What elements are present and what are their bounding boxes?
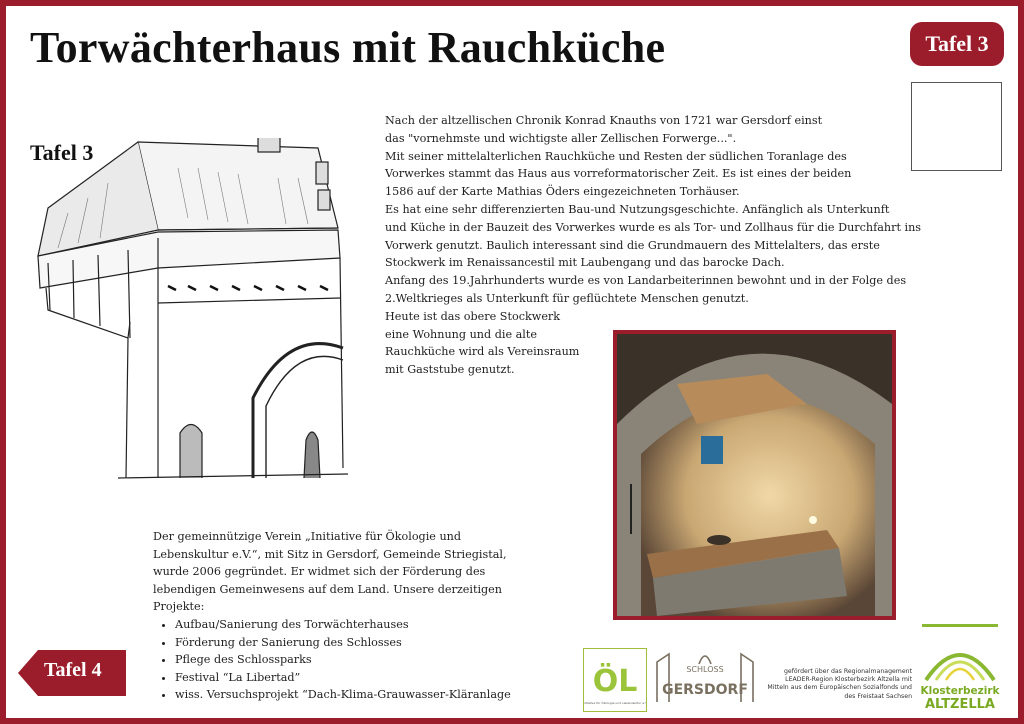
schloss-gersdorf-logo <box>651 642 759 710</box>
funding-line: Mitteln aus dem Europäischen Sozialfonds und <box>767 684 912 692</box>
list-item: • Pflege des Schlossparks <box>175 651 513 669</box>
list-item: • Festival “La Libertad” <box>175 669 513 687</box>
previous-tafel-badge[interactable] <box>18 650 126 696</box>
oel-logo-caption: Initiative für Ökologie und Lebenskultur e.V. <box>584 701 646 705</box>
altzella-logo <box>918 624 1002 710</box>
list-item: • wiss. Versuchsprojekt “Dach-Klima-Grauwasser-Kläranlage <box>175 686 513 704</box>
text-line: Heute ist das obere Stockwerk <box>385 309 561 323</box>
schloss-logo-name: GERSDORF <box>662 682 748 698</box>
list-item: • Förderung der Sanierung des Schlosses <box>175 634 513 652</box>
gatehouse-sketch <box>28 138 368 483</box>
text-line: eine Wohnung und die alte <box>385 327 538 341</box>
qr-code-placeholder <box>911 82 1002 171</box>
text-line: Es hat eine sehr differenzierten Bau-und Nutzungsgeschichte. Anfänglich als Unterkunft <box>385 202 890 216</box>
association-text <box>153 528 513 704</box>
text-line: Rauchküche wird als Vereinsraum <box>385 345 580 359</box>
association-description: Der gemeinnützige Verein „Initiative für Ökologie und Lebenskultur e.V.“, mit Sitz in Gersdorf, Gemeinde Striegistal, wurde 2006 gegründet. Er widmet sich der Förderung des lebendigen Gemeinwesens auf dem Land. Unsere derzeitigen Projekte: <box>153 530 507 614</box>
text-line: Stockwerk im Renaissancestil mit Laubengang und das barocke Dach. <box>385 256 785 270</box>
page-title: Torwächterhaus mit Rauchküche <box>30 23 666 72</box>
altzella-logo-line2: ALTZELLA <box>925 697 995 710</box>
schloss-logo-top: SCHLOSS <box>686 665 724 674</box>
smoke-kitchen-image <box>617 334 892 616</box>
funding-line: LEADER-Region Klosterbezirk Altzella mit <box>785 676 912 684</box>
oel-logo-letters: ÖL <box>592 664 638 699</box>
text-line: 1586 auf der Karte Mathias Öders eingezeichneten Torhäuser. <box>385 185 740 199</box>
text-line: mit Gaststube genutzt. <box>385 363 515 377</box>
funding-line: des Freistaat Sachsen <box>844 692 912 700</box>
text-line: Vorwerkes stammt das Haus aus vorreformatorischer Zeit. Es ist eines der beiden <box>385 167 852 181</box>
text-line: 2.Weltkrieges als Unterkunft für geflüchtete Menschen genutzt. <box>385 291 749 305</box>
tafel-label: Tafel 3 <box>30 140 94 165</box>
previous-tafel-label: Tafel 4 <box>44 659 102 681</box>
list-item: • Aufbau/Sanierung des Torwächterhauses <box>175 616 513 634</box>
smoke-kitchen-photo <box>613 330 896 620</box>
funding-line: gefördert über das Regionalmanagement <box>783 668 912 675</box>
tafel-badge: Tafel 3 <box>910 22 1004 66</box>
altzella-logo-line1: Klosterbezirk <box>920 685 1000 697</box>
text-line: Nach der altzellischen Chronik Konrad Knauths von 1721 war Gersdorf einst <box>385 114 823 127</box>
text-line: Vorwerk genutzt. Baulich interessant sind die Grundmauern des Mittelalters, das erste <box>385 238 880 252</box>
text-line: Anfang des 19.Jahrhunderts wurde es von Landarbeiterinnen bewohnt und in der Folge des <box>385 274 907 288</box>
project-list <box>153 616 513 704</box>
oel-logo <box>583 648 647 712</box>
text-line: Mit seiner mittelalterlichen Rauchküche und Resten der südlichen Toranlage des <box>385 149 847 163</box>
text-line: das "vornehmste und wichtigste aller Zellischen Forwerge...". <box>385 131 737 145</box>
text-line: und Küche in der Bauzeit des Vorwerkes wurde es als Tor- und Zollhaus für die Durchfahrt ins <box>385 220 922 234</box>
funding-note <box>766 668 912 701</box>
